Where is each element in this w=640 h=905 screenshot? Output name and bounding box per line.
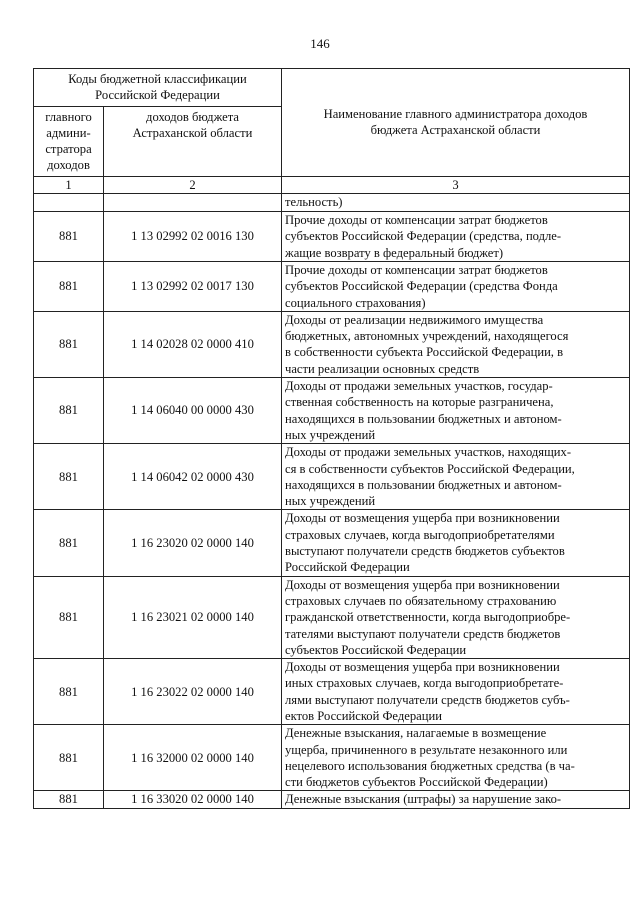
- budget-codes-table: [33, 68, 630, 809]
- income-code-cell: 1 16 23021 02 0000 140: [104, 576, 282, 658]
- income-name-cell: [282, 444, 630, 510]
- header-admin-line: главного: [45, 109, 92, 124]
- income-name-line: находящихся в пользовании бюджетных и автоном-: [285, 411, 562, 426]
- admin-code-cell: 881: [34, 725, 104, 791]
- income-name-line: ектов Российской Федерации: [285, 708, 442, 723]
- income-name-line: Доходы от продажи земельных участков, государ-: [285, 379, 553, 394]
- income-name-cell: [282, 212, 630, 262]
- income-name-line: субъектов Российской Федерации (средства, подле-: [285, 229, 562, 244]
- continuation-text: тельность): [282, 194, 630, 212]
- table-row: [34, 444, 630, 510]
- header-name-line: бюджета Астраханской области: [370, 123, 541, 138]
- income-name-line: ных учреждений: [285, 494, 376, 509]
- income-code-cell: 1 14 06040 00 0000 430: [104, 378, 282, 444]
- table-row: [34, 261, 630, 311]
- table-row: [34, 576, 630, 658]
- income-name-line: страховых случаев по обязательному страхованию: [285, 593, 557, 608]
- table-row: [34, 212, 630, 262]
- income-name-line: бюджетных, автономных учреждений, находящегося: [285, 329, 569, 344]
- admin-code-cell: 881: [34, 378, 104, 444]
- admin-code-cell: 881: [34, 510, 104, 576]
- income-name-line: Российской Федерации: [285, 560, 410, 575]
- column-index: 2: [104, 176, 282, 193]
- income-code-cell: 1 16 23022 02 0000 140: [104, 659, 282, 725]
- income-name-cell: [282, 725, 630, 791]
- page-number: 146: [310, 36, 330, 51]
- table-row: [34, 725, 630, 791]
- income-code-cell: 1 13 02992 02 0017 130: [104, 261, 282, 311]
- income-name-line: Прочие доходы от компенсации затрат бюджетов: [285, 213, 548, 228]
- income-name-line: страховых случаев, когда выгодоприобретателями: [285, 527, 555, 542]
- income-name-line: ущерба, причиненного в результате незаконного или: [285, 742, 568, 757]
- header-admin-line: стратора: [45, 142, 92, 157]
- header-income-line: доходов бюджета: [146, 109, 239, 124]
- income-name-line: части реализации основных средств: [285, 361, 480, 376]
- income-name-line: тателями выступают получатели средств бюджетов: [285, 626, 561, 641]
- admin-code-cell: 881: [34, 261, 104, 311]
- income-name-line: гражданской ответственности, когда выгодоприобре-: [285, 610, 571, 625]
- admin-code-cell: 881: [34, 212, 104, 262]
- income-name-cell: [282, 659, 630, 725]
- income-name-line: жащие возврату в федеральный бюджет): [285, 245, 504, 260]
- income-name-line: ся в собственности субъектов Российской Федерации,: [285, 461, 575, 476]
- income-name-cell: [282, 378, 630, 444]
- income-name-line: субъектов Российской Федерации (средства Фонда: [285, 279, 558, 294]
- income-name-line: Доходы от возмещения ущерба при возникновении: [285, 660, 560, 675]
- income-name-cell: [282, 261, 630, 311]
- header-row-top: [34, 69, 630, 107]
- header-name-column: [282, 69, 630, 177]
- income-name-line: Доходы от реализации недвижимого имущества: [285, 312, 544, 327]
- continuation-row: [34, 194, 630, 212]
- table-row: [34, 510, 630, 576]
- income-name-line: Доходы от возмещения ущерба при возникновении: [285, 511, 560, 526]
- header-admin-line: доходов: [47, 158, 90, 173]
- admin-code-cell: 881: [34, 311, 104, 377]
- table-row: [34, 659, 630, 725]
- admin-code-cell: 881: [34, 659, 104, 725]
- income-code-cell: 1 13 02992 02 0016 130: [104, 212, 282, 262]
- column-index: 1: [34, 176, 104, 193]
- income-code-cell: 1 16 32000 02 0000 140: [104, 725, 282, 791]
- income-name-line: находящихся в пользовании бюджетных и автоном-: [285, 477, 562, 492]
- income-name-line: субъектов Российской Федерации: [285, 642, 467, 657]
- income-name-line: нецелевого использования бюджетных средства (в ча-: [285, 758, 575, 773]
- income-name-line: выступают получатели средств бюджетов субъектов: [285, 544, 565, 559]
- income-name-cell: [282, 311, 630, 377]
- income-name-line: ственная собственность на которые разграничена,: [285, 395, 554, 410]
- income-name-line: Доходы от возмещения ущерба при возникновении: [285, 577, 560, 592]
- income-name-line: Денежные взыскания, налагаемые в возмещение: [285, 726, 547, 741]
- header-admin-line: админи-: [46, 125, 91, 140]
- income-name-line: социального страхования): [285, 295, 426, 310]
- income-code-cell: 1 14 06042 02 0000 430: [104, 444, 282, 510]
- income-name-cell: [282, 791, 630, 808]
- header-admin-column: [34, 106, 104, 176]
- income-name-line: Прочие доходы от компенсации затрат бюджетов: [285, 262, 548, 277]
- income-name-line: ных учреждений: [285, 427, 376, 442]
- table-row: [34, 378, 630, 444]
- income-name-line: в собственности субъекта Российской Федерации, в: [285, 345, 564, 360]
- table-row: [34, 311, 630, 377]
- admin-code-cell: 881: [34, 444, 104, 510]
- income-name-cell: [282, 576, 630, 658]
- column-index: 3: [282, 176, 630, 193]
- income-code-cell: 1 16 33020 02 0000 140: [104, 791, 282, 808]
- header-group-codes: Коды бюджетной классификации Российской Федерации: [34, 69, 282, 107]
- income-name-line: лями выступают получатели средств бюджетов субъ-: [285, 692, 570, 707]
- income-code-cell: 1 14 02028 02 0000 410: [104, 311, 282, 377]
- column-index-row: [34, 176, 630, 193]
- header-name-line: Наименование главного администратора доходов: [323, 107, 588, 122]
- header-income-column: [104, 106, 282, 176]
- table-body: [34, 212, 630, 809]
- admin-code-cell: 881: [34, 576, 104, 658]
- income-name-line: Доходы от продажи земельных участков, находящих-: [285, 445, 572, 460]
- income-code-cell: 1 16 23020 02 0000 140: [104, 510, 282, 576]
- income-name-line: сти бюджетов субъектов Российской Федерации): [285, 775, 548, 790]
- income-name-line: Денежные взыскания (штрафы) за нарушение зако-: [285, 792, 562, 807]
- header-income-line: Астраханской области: [132, 125, 253, 140]
- table-row: [34, 791, 630, 808]
- admin-code-cell: 881: [34, 791, 104, 808]
- income-name-cell: [282, 510, 630, 576]
- income-name-line: иных страховых случаев, когда выгодоприобретате-: [285, 676, 564, 691]
